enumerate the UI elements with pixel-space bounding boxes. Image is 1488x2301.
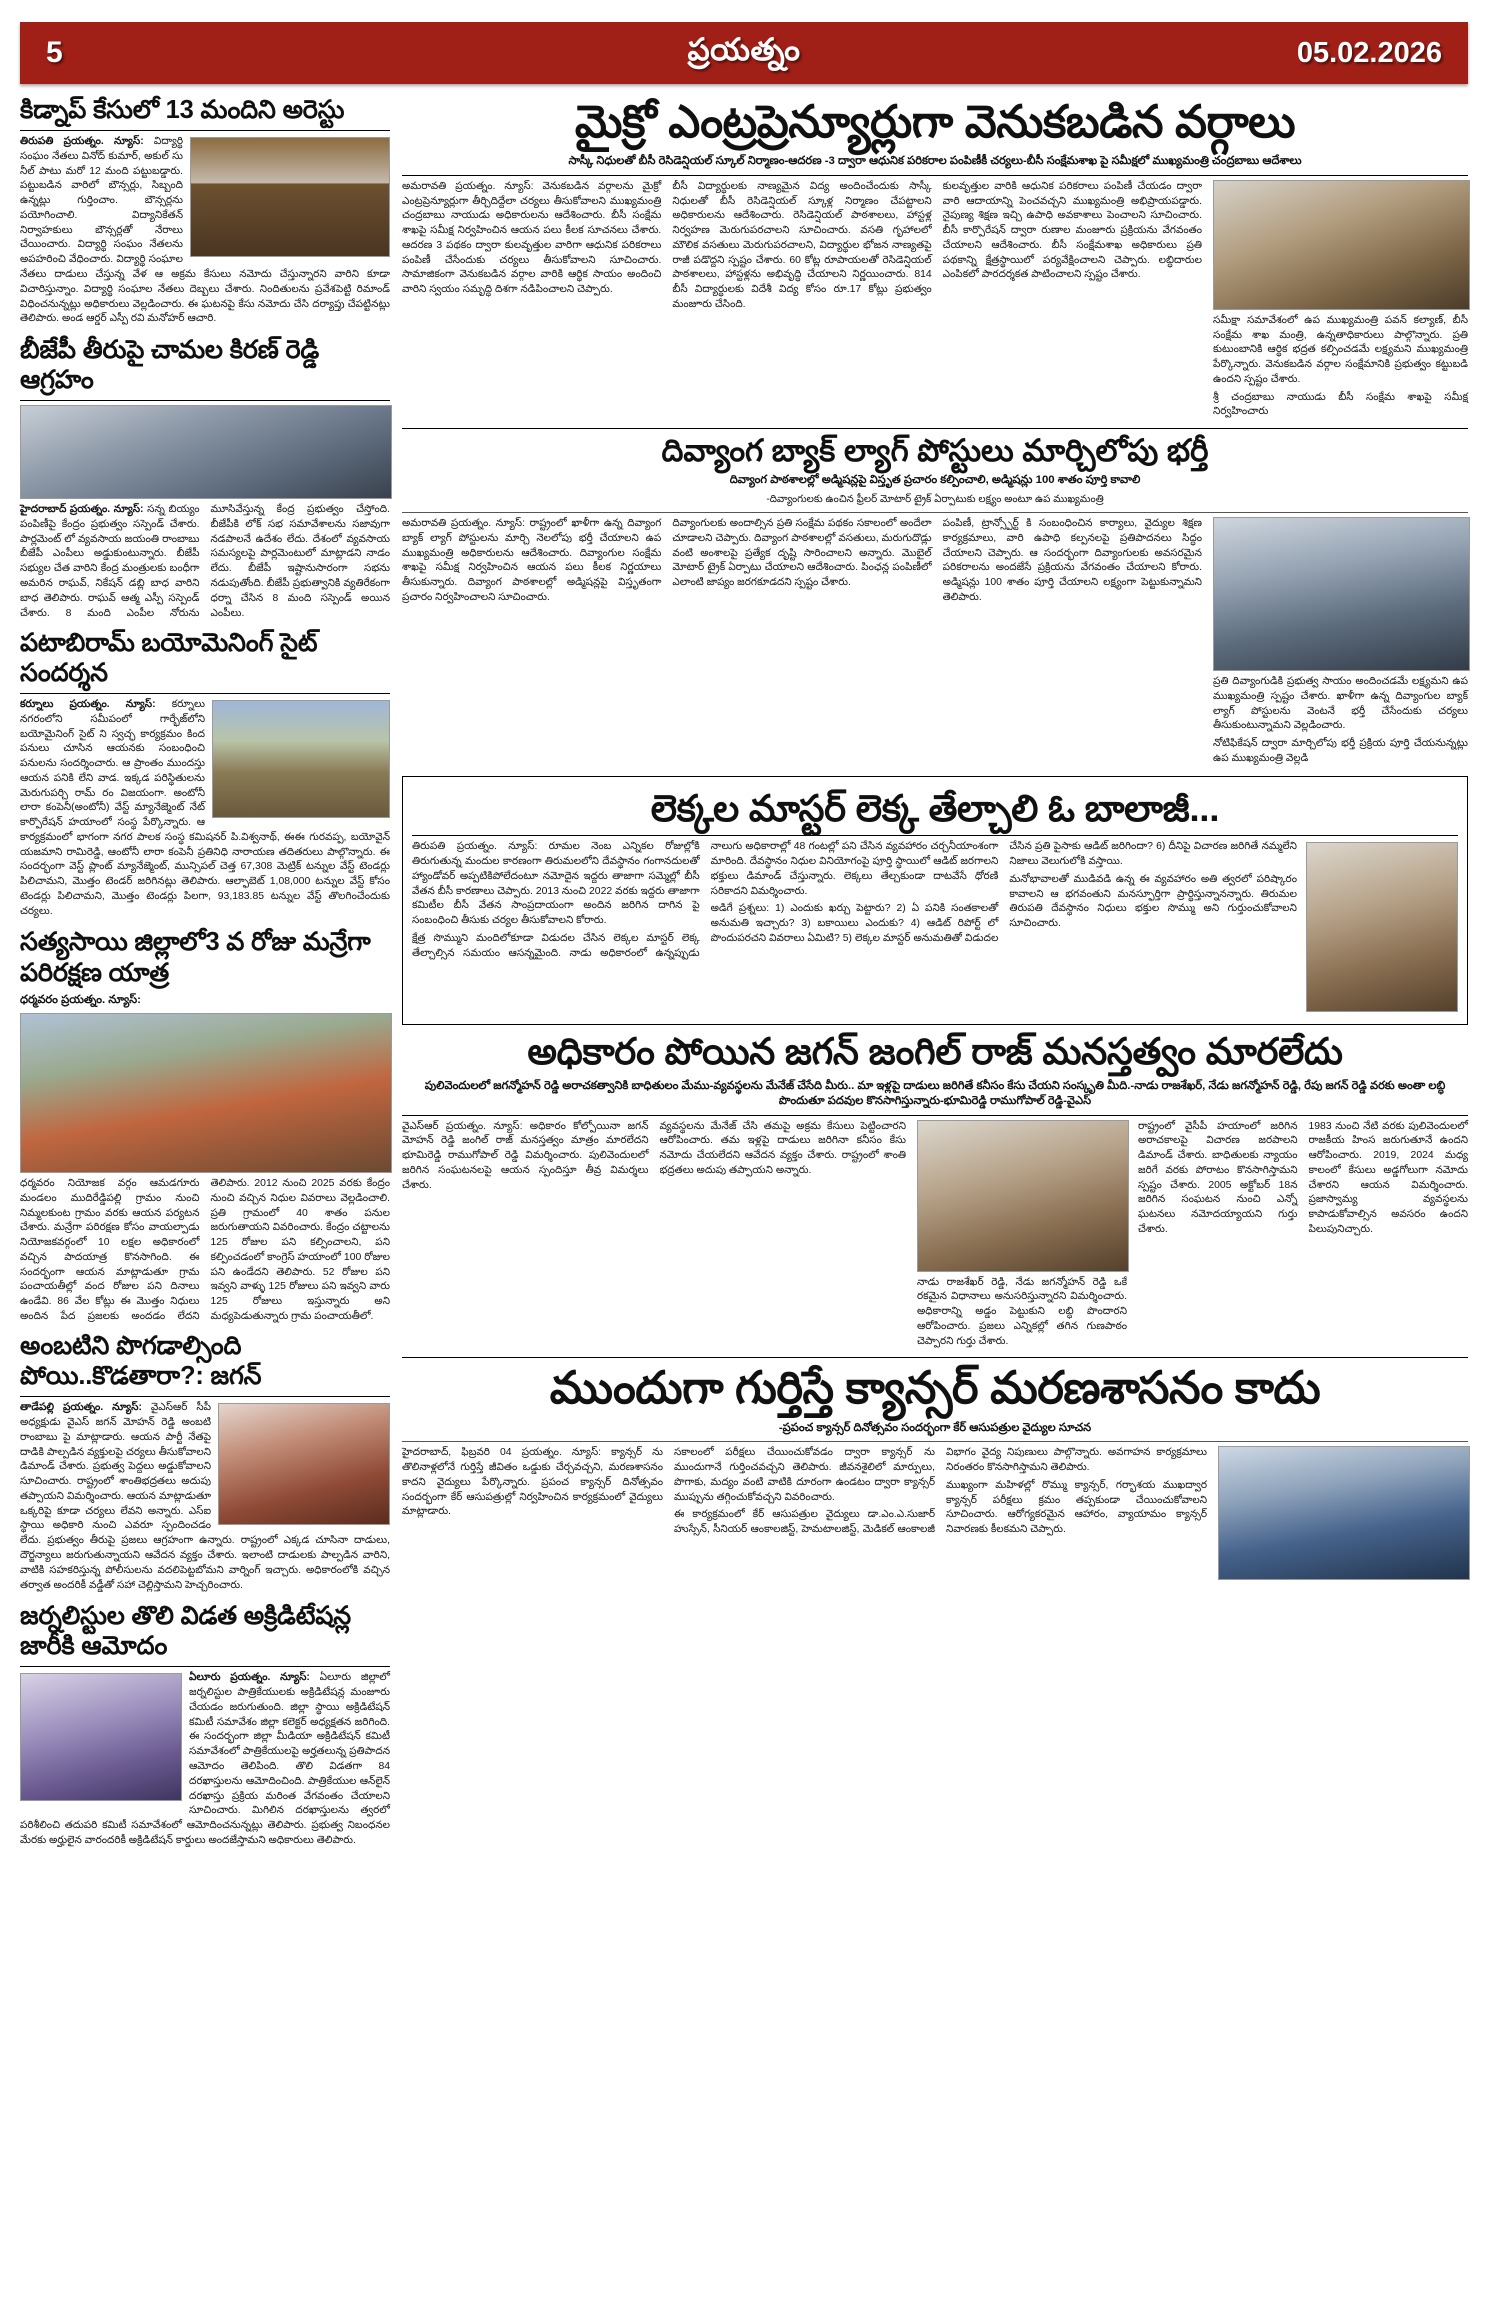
article-balaji-accounts: [402, 776, 1468, 1026]
dateline: తిరుపతి ప్రయత్నం. న్యూస్:: [20, 136, 144, 148]
article-photo: [20, 1673, 182, 1801]
article-body: [917, 1276, 1127, 1350]
body-paragraph: సకాలంలో పరీక్షలు చేయించుకోవడం ద్వారా క్యాన్సర్ ను ముందుగానే గుర్తించవచ్చని తెలిపారు. జీవనశైలిలో మార్పులు, పొగాకు, మద్యం వంటి వాటికి దూరంగా ఉండటం ద్వారా క్యాన్సర్ ముప్పును తగ్గించుకోవచ్చని వివరించారు.: [674, 1447, 935, 1503]
photo-caption: శ్రీ చంద్రబాబు నాయుడు బీసీ సంక్షేమ శాఖపై సమీక్ష నిర్వహించారు: [1213, 391, 1468, 418]
article-journalist-accreditation: [20, 1601, 390, 1851]
headline: దివ్యాంగ బ్యాక్ ల్యాగ్ పోస్టులు మార్చిలోపు భర్తీ: [661, 433, 1209, 469]
right-column: [402, 92, 1468, 1857]
body-text: ధర్మవరం నియోజక వర్గం ఆమడగూరు మండలం ముదిరేడ్డిపల్లి గ్రామం నుంచి నిమ్మలకుంట గ్రామం వరకు ఆయన పర్యటన చేశారు. మన్రేగా పరిరక్షణ కోసం వాయల్పాడు నియోజకవర్గంలో 10 లక్షల అధికారంలో వచ్చిన పాదయాత్ర కొనసాగింది. ఈ సందర్భంగా ఆయన మాట్లాడుతూ గ్రామ పంచాయతీల్లో వంద రోజుల పని దినాలు ఉండేవి. 86 వేల కోట్లు ఈ మొత్తం నిధులు అందిన పేద ప్రజలకు అందడం లేదని తెలిపారు. 2012 నుంచి 2025 వరకు కేంద్రం నుంచి వచ్చిన నిధుల వివరాలు వెల్లడించాలి. ప్రతి గ్రామంలో 40 శాతం పనుల జరుగుతాయని వివరించారు. కేంద్రం చట్టాలను 125 రోజుల పని కల్పించాలని, పని కల్పించడంలో కాంగ్రెస్ హయాంలో 100 రోజుల పని ఉండేదని తెలిపారు. 52 రోజుల పని ఇవ్వని వాళ్ళు 125 రోజులు పని ఇవ్వని వారు 125 రోజులు ఇస్తున్నారు అని మధ్యపెడుతున్నారు గ్రామ పంచాయతీలో.: [20, 1178, 390, 1322]
article-jagan-jungle-raj: [402, 1031, 1468, 1352]
byline: -దివ్యాంగులకు ఉంచిన ఫ్రీలర్ మోటార్ ట్రైక్ ఏర్పాటుకు లక్ష్యం అంటూ ఉప ముఖ్యమంత్రి: [766, 494, 1104, 506]
article-biomining-site: [20, 628, 390, 923]
article-photo: [20, 1013, 392, 1173]
jagan-text-left: [402, 1120, 906, 1353]
divyanga-photo-column: [1213, 517, 1468, 770]
article-body: [402, 517, 1202, 606]
article-photo: [190, 137, 390, 257]
body-paragraph: సమీక్షా సమావేశంలో ఉప ముఖ్యమంత్రి పవన్ కల్యాణ్, బీసీ సంక్షేమ శాఖ మంత్రి, ఉన్నతాధికారులు పాల్గొన్నారు. ప్రతి కుటుంబానికి ఆర్థిక భద్రత కల్పించడమే లక్ష్యమని ముఖ్యమంత్రి పేర్కొన్నారు. వెనుకబడిన వర్గాల సంక్షేమానికి ప్రభుత్వం కట్టుబడి ఉందని స్పష్టం చేశారు.: [1213, 314, 1468, 385]
article-photo: [1213, 517, 1470, 671]
lead-story-layout: [402, 180, 1468, 423]
article-micro-entrepreneurs: [402, 97, 1468, 423]
body-paragraph: కులవృత్తుల వారికి ఆధునిక పరికరాలు పంపిణీ చేయడం ద్వారా వారి ఆదాయాన్ని పెంచవచ్చని ముఖ్యమంత్రి అభిప్రాయపడ్డారు. నైపుణ్య శిక్షణ ఇచ్చి ఉపాధి అవకాశాలు పెంచాలని సూచించారు. బీసీ కార్పొరేషన్ ద్వారా రుణాల మంజూరు ప్రక్రియను వేగవంతం చేయాలని ఆదేశించారు. బీసీ సంక్షేమశాఖ అధికారులు ప్రతి పథకాన్ని క్షేత్రస్థాయిలో పర్యవేక్షించాలని చెప్పారు. లబ్ధిదారుల ఎంపికలో పారదర్శకత పాటించాలని స్పష్టం చేశారు.: [942, 180, 1202, 281]
body-paragraph: దివ్యాంగులకు అందాల్సిన ప్రతి సంక్షేమ పథకం సకాలంలో అందేలా చూడాలని చెప్పారు. దివ్యాంగ పాఠశాలల్లో వసతులు, మరుగుదొడ్లు వంటి అంశాలపై ప్రత్యేక దృష్టి సారించాలని అన్నారు. మొబైల్ మోటార్ ట్రైక్ ఏర్పాటు చేయాలని ఆదేశించారు. పింఛన్ల పంపిణీలో ఎలాంటి జాప్యం జరగకూడదని స్పష్టం చేశారు.: [672, 518, 932, 589]
article-body: [402, 1120, 906, 1194]
body-paragraph: ముఖ్యంగా మహిళల్లో రొమ్ము క్యాన్సర్, గర్భాశయ ముఖద్వార క్యాన్సర్ పరీక్షలు క్రమం తప్పకుండా చేయించుకోవాలని సూచించారు. ఆరోగ్యకరమైన ఆహారం, వ్యాయామం క్యాన్సర్ నివారణకు కీలకమని చెప్పారు.: [946, 1479, 1207, 1536]
lead-photo-column: [1213, 180, 1468, 423]
article-body: [412, 840, 1297, 961]
article-kidnap-case: [20, 95, 390, 330]
body-paragraph: వైఎస్ఆర్ ప్రయత్నం. న్యూస్: అధికారం కోల్పోయినా జగన్ మోహన్ రెడ్డి జంగిల్ రాజ్ మనస్తత్వం మాత్రం మారలేదని భూమిరెడ్డి రాముగోపాల్ రెడ్డి విమర్శించారు. పులివెందులలో జరిగిన సంఘటనలపై ఆయన స్పందిస్తూ తీవ్ర విమర్శలు చేశారు.: [402, 1120, 649, 1191]
body-paragraph: పంపిణీ, ట్రాన్స్పోర్ట్ కి సంబంధించిన కార్యాలు, వైద్యుల శిక్షణ కార్యక్రమాలు, వారి ఉపాధి కల్పనలపై ప్రతిపాదనలు సిద్ధం చేయాలని చెప్పారు. ఆ సందర్భంగా దివ్యాంగులకు అవసరమైన పరికరాలను అందజేసే ప్రక్రియను వేగవంతం చేయాలని కోరారు. అడ్మిషన్లు 100 శాతం పూర్తి చేయాలని లక్ష్యంగా పెట్టుకున్నామని తెలిపారు.: [942, 518, 1202, 603]
body-paragraph: క్షేత్ర సొమ్ముని మందిలోకూడా విడుదల చేసిన లెక్కల మాస్టర్ లెక్క తేల్చాల్సిన సమయం ఆసన్నమైంది. నాడు అధికారంలో ఉన్నప్పుడు నాలుగు అధికారాల్లో 48 గంటల్లో పని చేసిన వ్యవహారం చర్చనీయాంశంగా మారింది. దేవస్థానం నిధుల వినియోగంపై పూర్తి స్థాయిలో ఆడిట్ జరగాలని భక్తులు డిమాండ్ చేస్తున్నారు. లెక్కలు తేల్చకుండా దాటవేసే ధోరణి సరికాదని విమర్శించారు.: [412, 841, 999, 959]
article-photo: [1213, 180, 1470, 310]
article-cancer-awareness: [402, 1357, 1468, 1580]
article-photo: [212, 700, 390, 818]
article-bjp-chamala: [20, 335, 390, 623]
page-number: 5: [46, 36, 63, 69]
masthead: [20, 22, 1468, 84]
headline: పటాబిరామ్ బయోమెనింగ్ సైట్ సందర్శన: [20, 628, 318, 687]
body-text: విద్యార్థి సంఘం నేతలు వినోద్ కుమార్, అకుల్ సు నీల్ పాటు మరో 12 మంది పట్టుబడ్డారు. పట్టుబడిన వారిలో బౌన్సర్లు, సిబ్బంది ఉన్నట్లు గుర్తించాం. బౌన్సర్లను పయోగించాలి. విద్యానికేతన్ నిర్వాహకులు బౌన్సర్లతో నేరాలు చేయించారు. విద్యార్థి సంఘం నేతలను అపహరించి వేధించారు. విద్యార్థి సంఘాల నేతలు దాడులు చేస్తున్న వేళ ఆ అక్రమ కేసులు నమోదు చేస్తున్నారని వారిని కూడా విచారిస్తున్నాం. విద్యార్థి సంఘాల నేతలు దెబ్బలు చేశారు. నిందితులను ప్రవేశపెట్టి రిమాండ్ విధించనున్నట్లు అధికారులు వెల్లడించారు. ఈ ఘటనపై కేసు నమోదు చేసి దర్యాప్తు చేపట్టినట్లు తెలిపారు. అండ ఆర్డర్ ఎస్పీ రవి మనోహర్ ఆచారి.: [20, 136, 390, 325]
body-paragraph: ప్రతి దివ్యాంగుడికి ప్రభుత్వ సాయం అందించడమే లక్ష్యమని ఉప ముఖ్యమంత్రి స్పష్టం చేశారు. ఖాళీగా ఉన్న దివ్యాంగుల బ్యాక్ ల్యాగ్ పోస్టులను వెంటనే భర్తీ చేసేందుకు చర్యలు తీసుకుంటున్నామని వెల్లడించారు.: [1213, 676, 1468, 732]
subheadline: సాస్కీ నిధులతో బీసీ రెసిడెన్షియల్ స్కూల్ నిర్మాణం-ఆదరణ -3 ద్వారా ఆధునిక పరికరాల పంపిణీకీ చర్యలు-బీసీ సంక్షేమశాఖ పై సమీక్షలో ముఖ్యమంత్రి చంద్రబాబు ఆదేశాలు: [568, 155, 1302, 168]
cancer-photo-column: [1218, 1446, 1468, 1580]
body-paragraph: 1983 నుంచి నేటి వరకు పులివెందులలో రాజకీయ హింస జరుగుతూనే ఉందని ఆరోపించారు. 2019, 2024 మధ్య కాలంలో కేసులు అడ్డగోలుగా నమోదు చేశారని ఆయన విమర్శించారు. ప్రజాస్వామ్య వ్యవస్థలను కాపాడుకోవాల్సిన అవసరం ఉందని పిలుపునిచ్చారు.: [1308, 1120, 1468, 1235]
headline: అధికారం పోయిన జగన్ జంగిల్ రాజ్ మనస్తత్వం మారలేదు: [527, 1031, 1343, 1073]
headline: జర్నలిస్టుల తొలి విడత అక్రిడిటేషన్ల జారీకి ఆమోదం: [20, 1602, 351, 1661]
dateline: తాడేపల్లి ప్రయత్నం. న్యూస్:: [20, 1402, 142, 1414]
subheadline: పులివెందులలో జగన్మోహన్ రెడ్డి అరాచకత్వానికి బాధితులం మేము-వ్యవస్థలను మేనేజ్ చేసేది మీరు.. మా ఇళ్లపై దాడులు జరిగితే కనీసం కేసు చేయని సంస్కృతి మీది.-నాడు రాజశేఖర్, నేడు జగన్మోహన్ రెడ్డి, రేపు జగన్ రెడ్డి వరకు అంతా లబ్ధి పొందుతూ పదవుల కొనసాగిస్తున్నారు-భూమిరెడ్డి రాముగోపాల్ రెడ్డి-వైఎస్: [424, 1079, 1446, 1108]
dateline: కర్నూలు ప్రయత్నం. న్యూస్:: [20, 698, 156, 710]
article-body: [402, 1446, 1207, 1538]
headline: కిడ్నాప్ కేసులో 13 మందిని అరెస్టు: [20, 96, 345, 124]
body-paragraph: బీసీ విద్యార్థులకు నాణ్యమైన విద్య అందించేందుకు సాస్కీ నిధులతో బీసీ రెసిడెన్షియల్ స్కూళ్ల నిర్మాణం చేపట్టాలని అధికారులను ఆదేశించారు. రెసిడెన్షియల్ పాఠశాలలు, హాస్టళ్ల నిర్వహణ మెరుగుపరచాలని సూచించారు. వసతి గృహాలలో మౌలిక వసతులు మెరుగుపరచాలని, విద్యార్థుల భోజన నాణ్యతపై రాజీ పడొద్దని స్పష్టం చేశారు. 60 కోట్ల రూపాయలతో రెసిడెన్షియల్ పాఠశాలలు, హాస్టళ్లను అభివృద్ధి చేయాలని నిర్ణయించారు. 814 బీసీ విద్యార్థులకు విదేశీ విద్య కోసం రూ.17 కోట్లు ప్రభుత్వం మంజూరు చేసింది.: [672, 180, 932, 310]
headline: లెక్కల మాస్టర్ లెక్క తేల్చాలి ఓ బాలాజీ...: [650, 787, 1220, 829]
article-ambati-jagan: [20, 1331, 390, 1596]
body-paragraph: నాడు రాజశేఖర్ రెడ్డి, నేడు జగన్మోహన్ రెడ్డి ఒకే రకమైన విధానాలు అనుసరిస్తున్నారని విమర్శించారు. అధికారాన్ని అడ్డం పెట్టుకుని లబ్ధి పొందారని ఆరోపించారు. ప్రజలు ఎన్నికల్లో తగిన గుణపాఠం చెప్పారని గుర్తు చేశారు.: [917, 1276, 1127, 1347]
body-paragraph: వ్యవస్థలను మేనేజ్ చేసి తమపై అక్రమ కేసులు పెట్టించారని ఆరోపించారు. తమ ఇళ్లపై దాడులు జరిగినా కనీసం కేసు నమోదు చేయలేదని ఆవేదన వ్యక్తం చేశారు. రాష్ట్రంలో శాంతి భద్రతలు అదుపు తప్పాయని అన్నారు.: [659, 1120, 906, 1176]
article-photo: [218, 1403, 390, 1525]
portrait-photo: [917, 1120, 1129, 1272]
body-text: ఏలూరు జిల్లాలో జర్నలిస్టుల పాత్రికేయులకు అక్రిడిటేషన్ల మంజూరు చేయడం జరుగుతుంది. జిల్లా స్థాయి అక్రిడిటేషన్ కమిటీ సమావేశం జిల్లా కలెక్టర్ అధ్యక్షతన జరిగింది. ఈ సందర్భంగా జిల్లా మీడియా అక్రిడిటేషన్ కమిటీ సమావేశంలో పాత్రికేయులపై అర్హతలున్న ప్రతిపాదన ఆమోదం తెలిపింది. తొలి విడతగా 84 దరఖాస్తులను ఆమోదించింది. పాత్రికేయుల ఆన్‌లైన్ దరఖాస్తు ప్రక్రియ మరింత వేగవంతం చేయాలని సూచించారు. మిగిలిన దరఖాస్తులను త్వరలో పరిశీలించి తదుపరి కమిటీ సమావేశంలో ఆమోదించనున్నట్లు తెలిపారు. ప్రభుత్వ నిబంధనల మేరకు అర్హులైన వారందరికీ అక్రిడిటేషన్ కార్డులు అందజేస్తామని అధికారులు తెలిపారు.: [20, 1672, 390, 1846]
body-paragraph: అమరావతి ప్రయత్నం. న్యూస్: వెనుకబడిన వర్గాలను మైక్రో ఎంట్రప్రెన్యూర్లుగా తీర్చిదిద్దేలా చర్యలు తీసుకోవాలని ముఖ్యమంత్రి చంద్రబాబు నాయుడు అధికారులను ఆదేశించారు. బీసీ సంక్షేమ శాఖపై సమీక్ష నిర్వహించిన ఆయన పలు కీలక సూచనలు చేశారు. ఆదరణ 3 పథకం ద్వారా కులవృత్తుల వారిగా ఆధునిక పరికరాలు పంపిణీ చేసేందుకు చర్యలు తీసుకోవాలని సూచించారు. సామాజికంగా వెనుకబడిన వర్గాల వారికి ఆర్థిక సాయం అందించి వారిని స్వయం సమృద్ధి దిశగా నడిపించాలని చెప్పారు.: [402, 180, 662, 296]
headline: సత్యసాయి జిల్లాలో3 వ రోజు మన్రేగా పరిరక్షణ యాత్ర: [20, 928, 371, 987]
body-paragraph: అడిగే ప్రశ్నలు: 1) ఎందుకు ఖర్చు పెట్టారు? 2) ఏ పనికి సంతకాలతో అనుమతి ఇచ్చారు? 3) బకాయిలు ఎందుకు? 4) ఆడిట్ రిపోర్ట్ లో పొందుపరచని వివరాలు ఏమిటి? 5) లెక్కల మాస్టర్ అనుమతితో విడుదల చేసిన ప్రతి పైసాకు ఆడిట్ జరిగిందా? 6) దీనిపై విచారణ జరిగితే నమ్మలేని నిజాలు వెలుగులోకి వస్తాయి.: [710, 841, 1297, 944]
dateline: హైదరాబాద్ ప్రయత్నం. న్యూస్:: [20, 504, 144, 516]
body-paragraph: రాష్ట్రంలో వైసీపీ హయాంలో జరిగిన అరాచకాలపై విచారణ జరపాలని డిమాండ్ చేశారు. బాధితులకు న్యాయం జరిగే వరకు పోరాటం కొనసాగిస్తామని స్పష్టం చేశారు. 2005 అక్టోబర్ 18న జరిగిన సంఘటన నుంచి ఎన్నో ఘటనలు నమోదయ్యాయని గుర్తు చేశారు.: [1138, 1120, 1298, 1235]
subheadline: దివ్యాంగ పాఠశాలల్లో అడ్మిషన్లపై విస్తృత ప్రచారం కల్పించాలి, అడ్మిషన్లు 100 శాతం పూర్తి కావాలి: [729, 473, 1141, 486]
body-paragraph: మనోభావాలతో ముడివడి ఉన్న ఈ వ్యవహారం అతి త్వరలో పరిష్కారం కావాలని ఆ భగవంతుని మనస్ఫూర్తిగా ప్రార్థిస్తున్నానన్నారు. తిరుమల తిరుపతి దేవస్థానం నిధులు భక్తుల సొమ్ము అని గుర్తుంచుకోవాలని సూచించారు.: [1009, 873, 1297, 930]
article-photo: [20, 405, 392, 499]
divyanga-layout: [402, 517, 1468, 770]
lead-text-left: [402, 180, 1202, 423]
body-paragraph: తిరుపతి ప్రయత్నం. న్యూస్: రూమల నెంబ ఎన్నికల రోజుల్లోకి తిరుగుతున్న మందుల కారణంగా తిరుమలలోని దేవస్థానం గంగానదులతో హ్యాండోవర్ అప్పటికిపోలేదంటూ నమోదైన ఇద్దరు తాజాగా సమ్మెల్లో బీసీ వేతన బీసీ కారణాలు చెప్పారు. 2013 నుంచి 2022 వరకు ఇద్దరు తాజాగా కమిటీల బీసీ వేతన సాంప్రదాయంగా అందిన జరిగిన దాగిన పై సంబంధించి తీసుకు చర్యల తీసుకోవాలని కోరారు.: [412, 841, 700, 927]
headline: అంబటిని పొగడాల్సింది పోయి..కొడతారా?: జగన్: [20, 1332, 262, 1391]
headline: బీజేపీ తీరుపై చామల కిరణ్ రెడ్డి ఆగ్రహం: [20, 336, 320, 395]
jagan-text-right: [1138, 1120, 1468, 1353]
cancer-text: [402, 1446, 1207, 1580]
article-body: [1138, 1120, 1468, 1241]
headline: మైక్రో ఎంట్రప్రెన్యూర్లుగా వెనుకబడిన వర్గాలు: [574, 96, 1296, 147]
photo-caption: నోటిఫికేషన్ ద్వారా మార్చిలోపు భర్తీ ప్రక్రియ పూర్తి చేయనున్నట్లు ఉప ముఖ్యమంత్రి వెల్లడి: [1213, 738, 1468, 764]
subheadline: ధర్మవరం ప్రయత్నం. న్యూస్:: [20, 993, 141, 1006]
article-divyanga-posts: [402, 428, 1468, 770]
cancer-layout: [402, 1446, 1468, 1580]
headline: ముందుగా గుర్తిస్తే క్యాన్సర్ మరణశాసనం కాదు: [549, 1362, 1321, 1414]
dateline: ఏలూరు ప్రయత్నం. న్యూస్:: [189, 1672, 310, 1684]
article-body: [402, 180, 1202, 313]
body-paragraph: హైదరాబాద్, ఫిబ్రవరి 04 ప్రయత్నం. న్యూస్: క్యాన్సర్ ను తొలినాళ్లలోనే గుర్తిస్తే జీవితం ఒడ్డుకు చేర్చవచ్చని, మరణశాసనం కాదని వైద్యులు పేర్కొన్నారు. ప్రపంచ క్యాన్సర్ దినోత్సవం సందర్భంగా కేర్ ఆసుపత్రుల్లో నిర్వహించిన కార్యక్రమంలో వైద్యులు మాట్లాడారు.: [402, 1447, 663, 1518]
article-body: [1213, 675, 1468, 767]
article-photo: [1218, 1446, 1470, 1580]
page-content: [20, 92, 1468, 1857]
subheadline: -ప్రపంచ క్యాన్సర్ దినోత్సవం సందర్భంగా కేర్ ఆసుపత్రుల వైద్యుల సూచన: [778, 1421, 1092, 1434]
jagan-layout: [402, 1120, 1468, 1353]
divyanga-text: [402, 517, 1202, 770]
article-body: [20, 503, 390, 623]
portrait-photo: [1306, 842, 1458, 1012]
body-text: సన్న బియ్యం పంపిణీపై కేంద్రం ప్రభుత్వం సస్పెండ్ చేశారు. పార్లమెంట్ లో వ్యవసాయ జయంతి రాంబాబు బీజేపీ ఎంపీలు అడ్డుకుంటున్నారు. బీజేపీ సభ్యుల చేత వారిని కేంద్ర మంత్రులకు బంధీగా అమరిన రాఘవ్, నికేషన్ డబ్లి బాధ వారిని బాధ తెలిపారు. రాఘవ్ ఆత్మ ఎస్పీ సస్పెండ్ చేశారు. 8 మంది ఎంపీల నోరును మూసివేస్తున్న కేంద్ర ప్రభుత్వం చేస్తోంది. బీజేపీకి లోక్ సభ సమావేశాలను సజావుగా నడపాలనే ఉదేశం లేదు. దేశంలో వ్యవసాయ సమస్యలపై పార్లమెంటులో మాట్లాడని నాడం లేదు. బీజేపీ ఇష్టానుసారంగా సభను నడుపుతోంది. బీజేపీ ప్రభుత్వానికి వ్యతిరేకంగా ధర్నా చేసిన 8 మంది సస్పెండ్ అయిన ఎంపీలు.: [20, 504, 390, 619]
publication-date: 05.02.2026: [1296, 36, 1442, 69]
left-column: [20, 92, 390, 1857]
jagan-photo-column: [917, 1120, 1127, 1353]
article-manrega-yatra: [20, 927, 390, 1326]
newspaper-page: [0, 22, 1488, 2301]
body-text: వైఎస్ఆర్ సీపీ అధ్యక్షుడు వైఎస్ జగన్ మోహన్ రెడ్డి అంబటి రాంబాబు పై మాట్లాడారు. ఆయన పార్టీ నేతపై దాడికి పాల్పడిన వ్యక్తులపై చర్యలు తీసుకోవాలని డిమాండ్ చేశారు. ప్రభుత్వ పెద్దలు అడ్డుకోవాలని సూచించారు. రాష్ట్రంలో శాంతిభద్రతలు అదుపు తప్పాయని విమర్శించారు. ఆయన మాట్లాడుతూ ఒక్కరిపై కూడా చర్యలు లేవని అన్నారు. ఎస్ఐ స్థాయి అధికారి నుంచి ఎవరూ స్పందించడం లేదు. ప్రభుత్వం తీరుపై ప్రజలు ఆగ్రహంగా ఉన్నారు. రాష్ట్రంలో ఎక్కడ చూసినా దాడులు, దౌర్జన్యాలు జరుగుతున్నాయని ఆవేదన వ్యక్తం చేశారు. ఇలాంటి దాడులకు పాల్పడిన వారిని, వాటికి సహకరిస్తున్న పోలీసులను వదలిపెట్టబోమని వార్నింగ్ ఇచ్చారు. అధికారంలోకి వచ్చిన తర్వాత అందరికీ వడ్డీతో సహా చెల్లిస్తామని హెచ్చరించారు.: [20, 1402, 390, 1591]
body-paragraph: అమరావతి ప్రయత్నం. న్యూస్: రాష్ట్రంలో ఖాళీగా ఉన్న దివ్యాంగ బ్యాక్ ల్యాగ్ పోస్టులను మార్చి నెలలోపు భర్తీ చేయాలని ఉప ముఖ్యమంత్రి అధికారులను ఆదేశించారు. దివ్యాంగుల సంక్షేమ శాఖపై సమీక్ష నిర్వహించిన ఆయన పలు కీలక నిర్ణయాలు తీసుకున్నారు. దివ్యాంగ పాఠశాలల్లో అడ్మిషన్లపై విస్తృతంగా ప్రచారం నిర్వహించాలని సూచించారు.: [402, 518, 662, 603]
article-body: [1213, 314, 1468, 420]
article-body: [20, 1177, 390, 1326]
newspaper-title: ప్రయత్నం: [687, 31, 801, 67]
body-paragraph: ఈ కార్యక్రమంలో కేర్ ఆసుపత్రుల వైద్యులు డా.ఎం.ఎ.సుజార్ హుస్సేన్, సీనియర్ ఆంకాలజిస్ట్, హెమటాలజిస్ట్, మెడికల్ ఆంకాలజీ విభాగం వైద్య నిపుణులు పాల్గొన్నారు. అవగాహన కార్యక్రమాలు నిరంతరం కొనసాగిస్తామని తెలిపారు.: [674, 1447, 1207, 1536]
body-text: కర్నూలు నగరంలోని సమీపంలో గార్భేజ్‌లోని బయోమైనింగ్ సైట్ ని స్వచ్ఛ కార్యక్రమం కింద పనులు చూసిన ఆయనకు సంబంధించి పనులను సందర్శించారు. ఆ ప్రాంతం ముందస్తు ఆయన పనికి లేని వాడ. ఇక్కడ పరిస్థితులను మెరుగుపర్చి రామ్ రం విజయంగా. అంటోనీ లారా కంపెనీ(అంటోనీ) వేస్ట్ మ్యానేజ్మెంట్ నేట్ కార్పొరేషన్ హయాంలో సంస్థ పేర్కొన్నారు. ఆ కార్యక్రమంలో భాగంగా నగర పాలక సంస్థ కమిషనర్ పి.విశ్వనాథ్, ఈఈ గురవప్ప, బయోవైన్ యజమాని రామిరెడ్డి, ఆంటోనీ లారా కంపెనీ ప్రతినిధి నారాయణ తదితరులు పాల్గొన్నారు. ఈ సందర్భంగా వెస్ట్ ప్లాంట్ మ్యానేజ్మెంట్, మున్సిపల్ చెత్త 67,308 మెట్రిక్ టన్నుల వేస్ట్ టెండర్లు పిలిచామని, మొత్తం టెండర్ జరిగినట్లు తెలిపారు. ఆల్ఫాబెట్ 1,08,000 టన్నుల వేస్ట్ కోసం టెండర్లు పిలిచామని, మొత్తం టెండర్లు పిలగా, 93,183.85 టన్నుల వేస్ట్ తొలగించేందుకు చర్యలు.: [20, 698, 390, 917]
